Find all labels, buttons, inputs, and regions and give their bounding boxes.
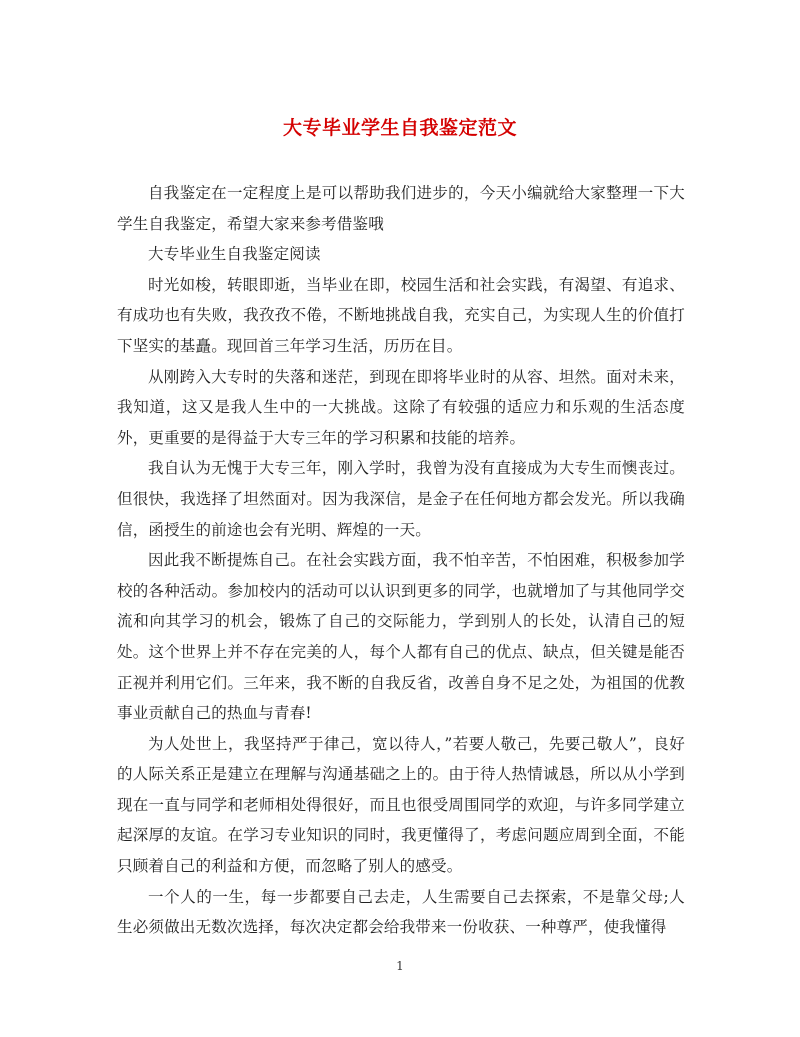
document-body (117, 178, 685, 943)
page-number: 1 (396, 959, 404, 973)
paragraph-6: 一个人的一生，每一步都要自己去走，人生需要自己去探索，不是靠父母;人生必须做出无数次选择，每次决定都会给我带来一份收获、一种尊严，使我懂得 (117, 887, 685, 937)
document-title: 大专毕业学生自我鉴定范文 (282, 117, 517, 139)
paragraph-1: 时光如梭，转眼即逝，当毕业在即，校园生活和社会实践，有渴望、有追求、有成功也有失败，我孜孜不倦，不断地挑战自我，充实自己，为实现人生的价值打下坚实的基矗。现回首三年学习生活，历历在目。 (117, 275, 685, 355)
paragraph-3: 我自认为无愧于大专三年，刚入学时，我曾为没有直接成为大专生而懊丧过。但很快，我选择了坦然面对。因为我深信，是金子在任何地方都会发光。所以我确信，函授生的前途也会有光明、辉煌的一天。 (117, 459, 685, 539)
paragraph-intro: 自我鉴定在一定程度上是可以帮助我们进步的，今天小编就给大家整理一下大学生自我鉴定，希望大家来参考借鉴哦 (117, 184, 685, 233)
paragraph-subtitle: 大专毕业生自我鉴定阅读 (148, 245, 321, 264)
paragraph-5: 为人处世上，我坚持严于律己，宽以待人，”若要人敬己，先要己敬人”，良好的人际关系正是建立在理解与沟通基础之上的。由于待人热情诚恳，所以从小学到现在一直与同学和老师相处得很好，而且也很受周围同学的欢迎，与许多同学建立起深厚的友谊。在学习专业知识的同时，我更懂得了，考虑问题应周到全面，不能只顾着自己的利益和方便，而忽略了别人的感受。 (117, 734, 685, 876)
paragraph-2: 从刚跨入大专时的失落和迷茫，到现在即将毕业时的从容、坦然。面对未来，我知道，这又是我人生中的一大挑战。这除了有较强的适应力和乐观的生活态度外，更重要的是得益于大专三年的学习积累和技能的培养。 (117, 367, 685, 447)
paragraph-4: 因此我不断提炼自己。在社会实践方面，我不怕辛苦，不怕困难，积极参加学校的各种活动。参加校内的活动可以认识到更多的同学，也就增加了与其他同学交流和向其学习的机会，锻炼了自己的交际能力，学到别人的长处，认清自己的短处。这个世界上并不存在完美的人，每个人都有自己的优点、缺点，但关键是能否正视并利用它们。三年来，我不断的自我反省，改善自身不足之处，为祖国的优教事业贡献自己的热血与青春! (117, 551, 685, 723)
